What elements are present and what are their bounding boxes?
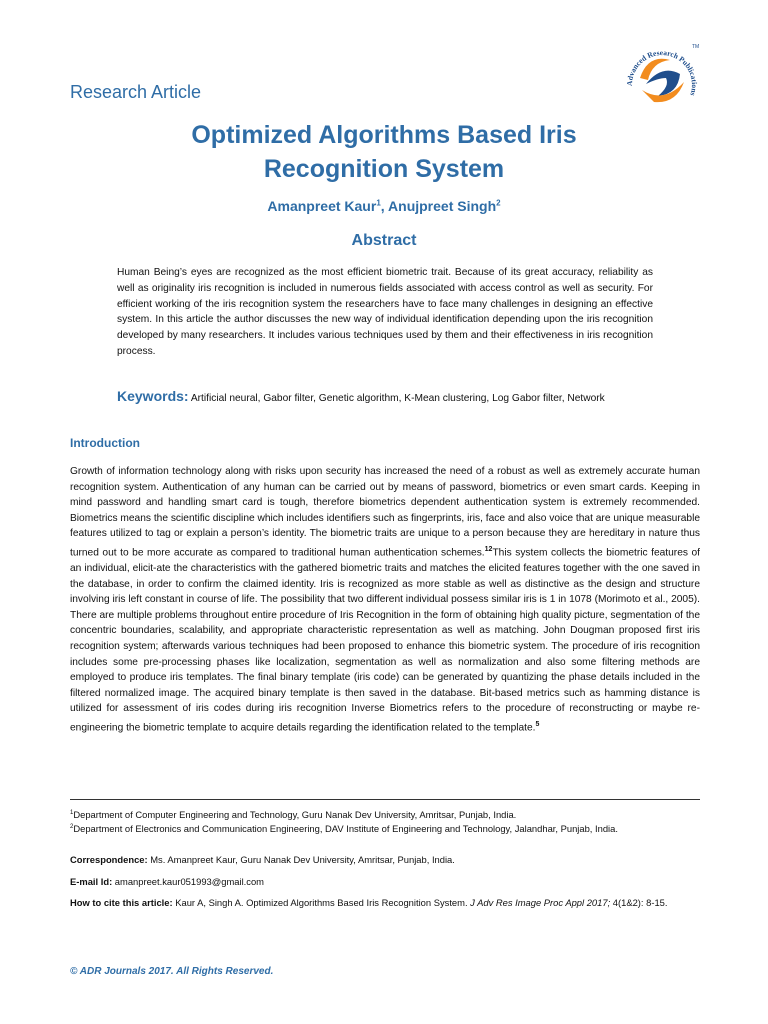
correspondence — [70, 853, 700, 868]
keywords-text: Artificial neural, Gabor filter, Genetic algorithm, K-Mean clustering, Log Gabor filter, Network — [188, 393, 605, 404]
email — [70, 875, 700, 890]
publisher-logo — [618, 34, 706, 120]
keywords-label: Keywords: — [117, 388, 189, 404]
intro-paragraph-part-1: Growth of information technology along with risks upon security has increased the need of a robust as well as extremely accurate human recognition system. Authentication of any human can be carried out by means of password, biometrics or even smart cards. Keeping in mind password and handling smart card is tough, therefore biometrics dependent authentication system is extremely recommended. Biometrics means the scientific discipline which includes identifiers such as fingerprints, iris, face and also voice that are unique measurable features utilized to tag or explain a person’s identity. The biometric traits are unique to a person because they are hereditary in nature thus turned out to be more accurate as compared to traditional human authentication schemes. — [70, 466, 700, 559]
correspondence-text: Ms. Amanpreet Kaur, Guru Nanak Dev University, Amritsar, Punjab, India. — [147, 854, 455, 865]
title-line-2: Recognition System — [263, 155, 505, 183]
author-separator: , — [380, 198, 389, 214]
logo-ring-text: Advanced Research Publications — [624, 48, 700, 97]
citation-journal: J Adv Res Image Proc Appl 2017; — [467, 897, 611, 908]
footnote-divider — [70, 799, 700, 800]
intro-paragraph-part-2: This system collects the biometric features of an individual, elicit-ate the characteristics with the gathered biometric traits and matches the elicited features together with the one saved in the database, in order to confirm the claimed identity. Iris is recognized as more stable as well as distinctive as the design and structure involving iris left constant in course of life. The possibility that two different individual possess similar iris is 1 in 1078 (Morimoto et al., 2005). There are multiple problems throughout entire procedure of Iris Recognition in the form of obtaining high quality picture, segmentation of the concentric boundaries, scalability, and appropriate characteristic representation as well as matching. John Dougman proposed first iris recognition system; afterwards various techniques had been proposed to enhance this biometric system. The procedure of iris recognition includes some pre-processing phases like localization, segmentation as well as normalization and also some filtering methods are employed to produce iris templates. The final binary template (iris code) can be generated by quantizing the phase details included in the filtered normalized image. The acquired binary template is then saved in the database. Bit-based metrics such as hamming distance is utilized for assessment of iris codes during iris recognition Inverse Biometrics refers to the procedure of reconstructing or maybe re-engineering the biometric template to acquire details regarding the identification related to the template. — [70, 547, 700, 734]
affiliation-2-mark: 2 — [70, 824, 74, 830]
citation-label: How to cite this article: — [70, 897, 173, 908]
abstract-heading: Abstract — [351, 232, 417, 249]
introduction-heading: Introduction — [70, 436, 140, 450]
author-1: Amanpreet Kaur — [267, 198, 377, 214]
citation-mark-12: 12 — [484, 545, 493, 553]
affiliation-2-text: Department of Electronics and Communication Engineering, DAV Institute of Engineering and Technology, Jalandhar, Punjab, India. — [73, 823, 618, 835]
paper-title — [60, 118, 708, 186]
abstract-text: Human Being’s eyes are recognized as the most efficient biometric trait. Because of its great accuracy, reliability as well as originality iris recognition is included in numerous fields associated with access control as well as security. For efficient working of the iris recognition system the researchers have to face many challenges in designing an effective system. In this article the author discusses the new way of individual identification depending upon the iris recognition developed by many researchers. It includes various techniques used by them and their effectiveness in iris recognition process. — [117, 267, 653, 357]
email-label: E-mail Id: — [70, 876, 113, 887]
citation-text: Kaur A, Singh A. Optimized Algorithms Based Iris Recognition System. — [172, 897, 468, 908]
introduction-text — [70, 464, 700, 736]
author-2-affiliation-mark: 2 — [496, 198, 501, 208]
citation-mark-5: 5 — [535, 720, 540, 728]
article-type-label: Research Article — [70, 82, 202, 102]
citation — [70, 896, 700, 911]
copyright-notice: © ADR Journals 2017. All Rights Reserved. — [70, 966, 274, 977]
affiliation-1-mark: 1 — [70, 810, 74, 816]
affiliation-1-text: Department of Computer Engineering and Technology, Guru Nanak Dev University, Amritsar, Punjab, India. — [73, 809, 517, 821]
logo-tm: TM — [692, 44, 700, 50]
keywords — [117, 388, 653, 407]
author-1-affiliation-mark: 1 — [376, 198, 381, 208]
correspondence-label: Correspondence: — [70, 854, 148, 865]
author-2: Anujpreet Singh — [388, 198, 497, 214]
author-list — [60, 198, 708, 214]
title-line-1: Optimized Algorithms Based Iris — [191, 121, 577, 149]
citation-volume: 4(1&2): 8-15. — [610, 897, 668, 908]
affiliation-2 — [70, 820, 700, 837]
email-address[interactable]: amanpreet.kaur051993@gmail.com — [112, 876, 264, 887]
